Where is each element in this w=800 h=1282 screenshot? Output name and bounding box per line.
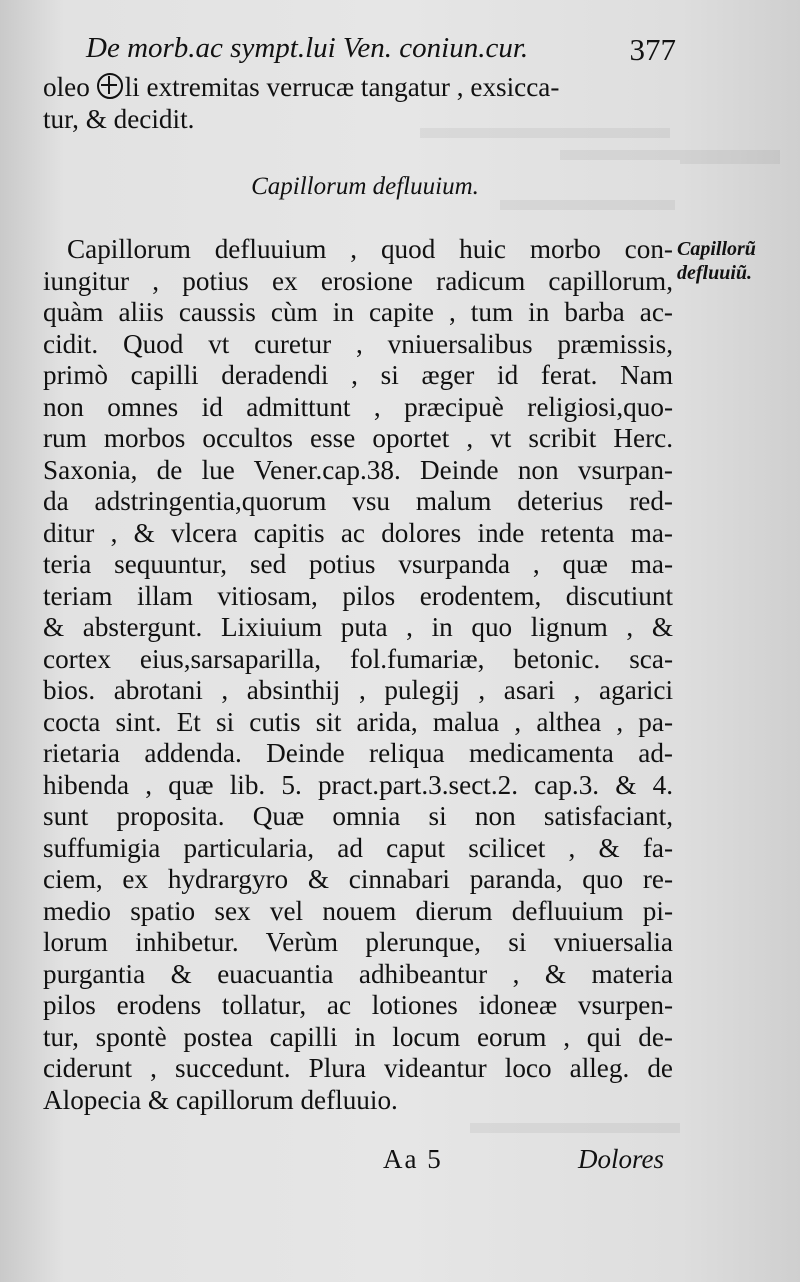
signature-mark: Aa 5	[383, 1144, 443, 1174]
body-line: quàm aliis caussis cùm in capite , tum in barba ac-	[43, 297, 673, 327]
body-line: cortex eius,sarsaparilla, fol.fumariæ, betonic. sca-	[43, 643, 673, 674]
body-line: ciem, ex hydrargyro & cinnabari paranda, quo re-	[43, 864, 673, 894]
margin-note-line: defluuiũ.	[677, 262, 753, 284]
body-line: rietaria addenda. Deinde reliqua medicamenta ad-	[43, 738, 673, 768]
body-line: teriam illam vitiosam, pilos erodentem, discutiunt	[43, 580, 673, 611]
body-line: tur, spontè postea capilli in locum eorum , qui de-	[43, 1021, 673, 1052]
margin-note	[677, 237, 795, 285]
body-line: sunt proposita. Quæ omnia si non satisfaciant,	[43, 801, 673, 831]
body-line: cidit. Quod vt curetur , vniuersalibus præmissis,	[43, 328, 673, 359]
body-line: purgantia & euacuantia adhibeantur , & materia	[43, 958, 673, 989]
catchword: Dolores	[578, 1144, 664, 1174]
body-line: ditur , & vlcera capitis ac dolores inde retenta ma-	[43, 517, 673, 548]
body-line: rum morbos occultos esse oportet , vt scribit Herc.	[43, 423, 673, 453]
intro-line-1	[43, 72, 673, 104]
intro-paragraph	[43, 72, 673, 135]
body-line: pilos erodens tollatur, ac lotiones idoneæ vsurpen-	[43, 990, 673, 1020]
page-number: 377	[629, 32, 676, 67]
body-line: cocta sint. Et si cutis sit arida, malua , althea , pa-	[43, 706, 673, 737]
body-line: lorum inhibetur. Verùm plerunque, si vniuersalia	[43, 927, 673, 957]
body-line: ciderunt , succedunt. Plura videantur loco alleg. de	[43, 1053, 673, 1083]
running-header	[86, 32, 676, 72]
intro-line-1-rest: li extremitas verrucæ tangatur , exsicca-	[124, 72, 560, 102]
body-line: bios. abrotani , absinthij , pulegij , asari , agarici	[43, 675, 673, 705]
body-line: hibenda , quæ lib. 5. pract.part.3.sect.2. cap.3. & 4.	[43, 769, 673, 800]
body-line: suffumigia particularia, ad caput scilicet , & fa-	[43, 832, 673, 863]
body-line: non omnes id admittunt , præcipuè religiosi,quo-	[43, 391, 673, 422]
intro-line-2: tur, & decidit.	[43, 103, 195, 134]
section-heading: Capillorum defluuium.	[251, 173, 479, 200]
body-line: iungitur , potius ex erosione radicum capillorum,	[43, 265, 673, 296]
running-title: De morb.ac sympt.lui Ven. coniun.cur.	[86, 32, 529, 64]
body-paragraph	[43, 234, 673, 1116]
body-line: Saxonia, de lue Vener.cap.38. Deinde non vsurpan-	[43, 454, 673, 485]
margin-note-line: Capillorũ	[677, 238, 756, 260]
page-footer	[0, 1144, 800, 1184]
body-line: primò capilli deradendi , si æger id ferat. Nam	[43, 360, 673, 390]
body-line: Alopecia & capillorum defluuio.	[43, 1084, 398, 1115]
intro-line-1-start: oleo	[43, 72, 90, 102]
body-line: Capillorum defluuium , quod huic morbo con-	[67, 234, 673, 264]
body-line: medio spatio sex vel nouem dierum defluuium pi-	[43, 895, 673, 926]
body-line: & abstergunt. Lixiuium puta , in quo lignum , &	[43, 612, 673, 642]
mercury-symbol-icon	[97, 73, 123, 99]
body-line: teria sequuntur, sed potius vsurpanda , quæ ma-	[43, 549, 673, 579]
body-line: da adstringentia,quorum vsu malum deterius red-	[43, 486, 673, 516]
